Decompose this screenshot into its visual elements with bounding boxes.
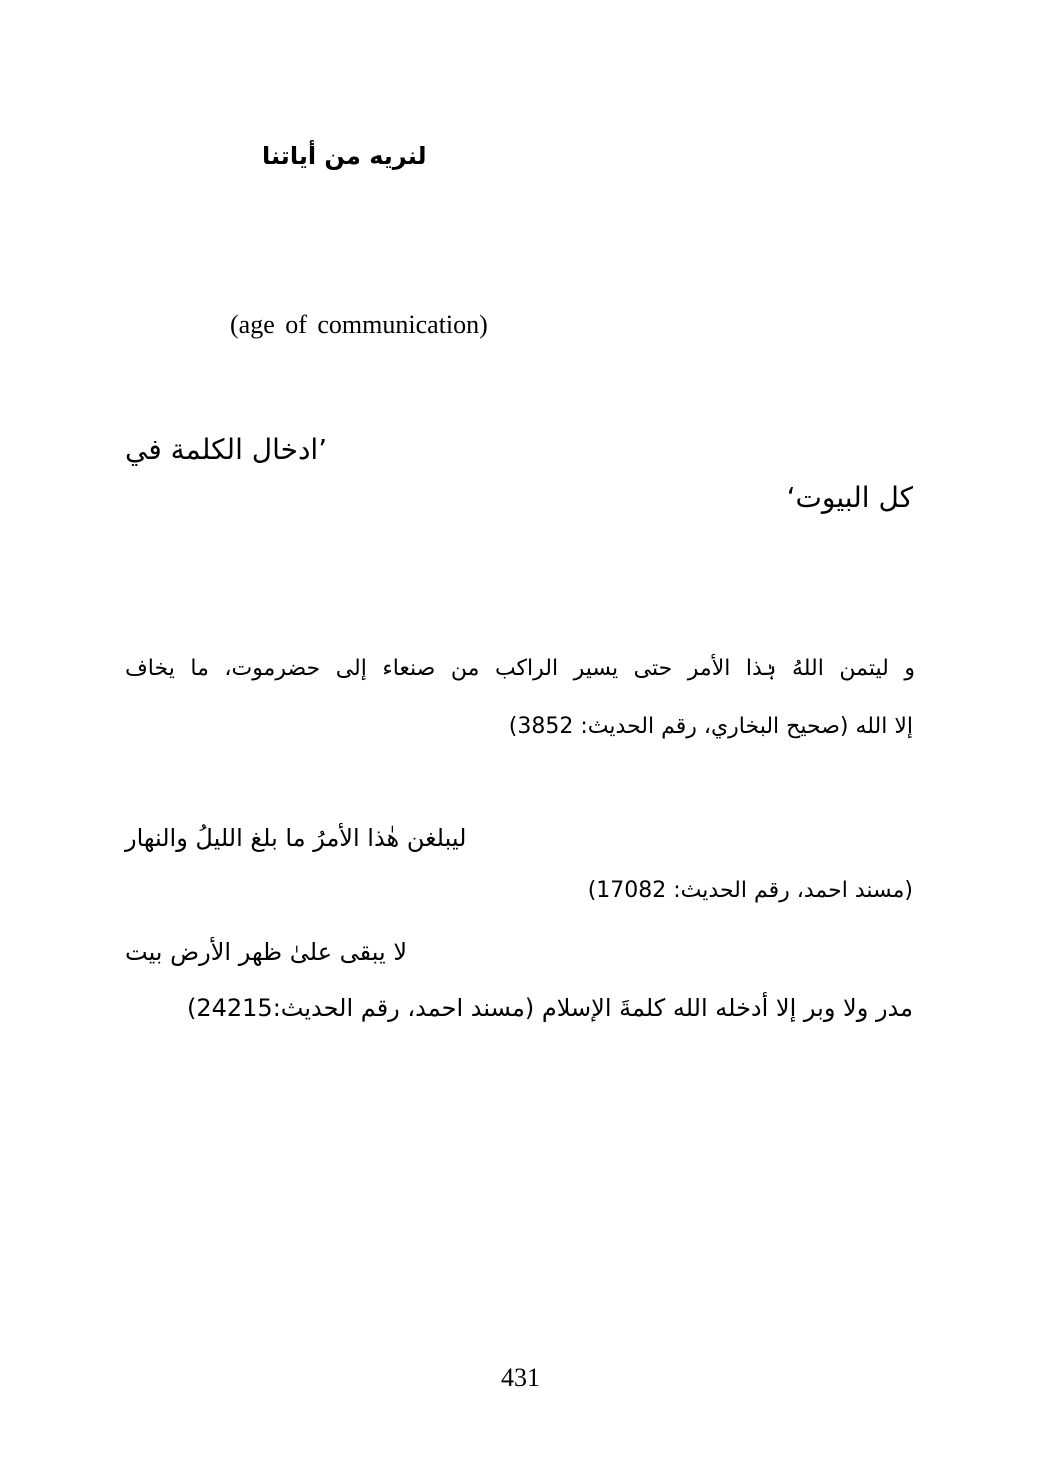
hadith-1-line-1: و ليتمن اللهُ ہٰذا الأمر حتى يسير الراكب من صنعاء إلى حضرموت، ما يخاف (125, 656, 915, 681)
hadith-2-reference: (مسند احمد، رقم الحديث: 17082) (587, 878, 913, 903)
english-phrase: (age of communication) (230, 310, 488, 339)
hadith-1-line-2: إلا الله (صحيح البخاري، رقم الحديث: 3852) (508, 714, 913, 739)
page-number: 431 (501, 1363, 540, 1392)
page-heading: لنريه من أياتنا (262, 142, 427, 170)
phrase-part-1: ’ادخال الكلمة في (125, 433, 328, 466)
phrase-part-2: كل البيوت‘ (786, 481, 913, 514)
hadith-3-line-1: لا يبقى علىٰ ظهر الأرض بيت (125, 938, 408, 966)
hadith-2-text: ليبلغن هٰذا الأمرُ ما بلغ الليلُ والنهار (125, 824, 467, 852)
hadith-3-line-2: مدر ولا وبر إلا أدخله الله كلمةَ الإسلام (مسند احمد، رقم الحديث:24215) (186, 994, 913, 1022)
